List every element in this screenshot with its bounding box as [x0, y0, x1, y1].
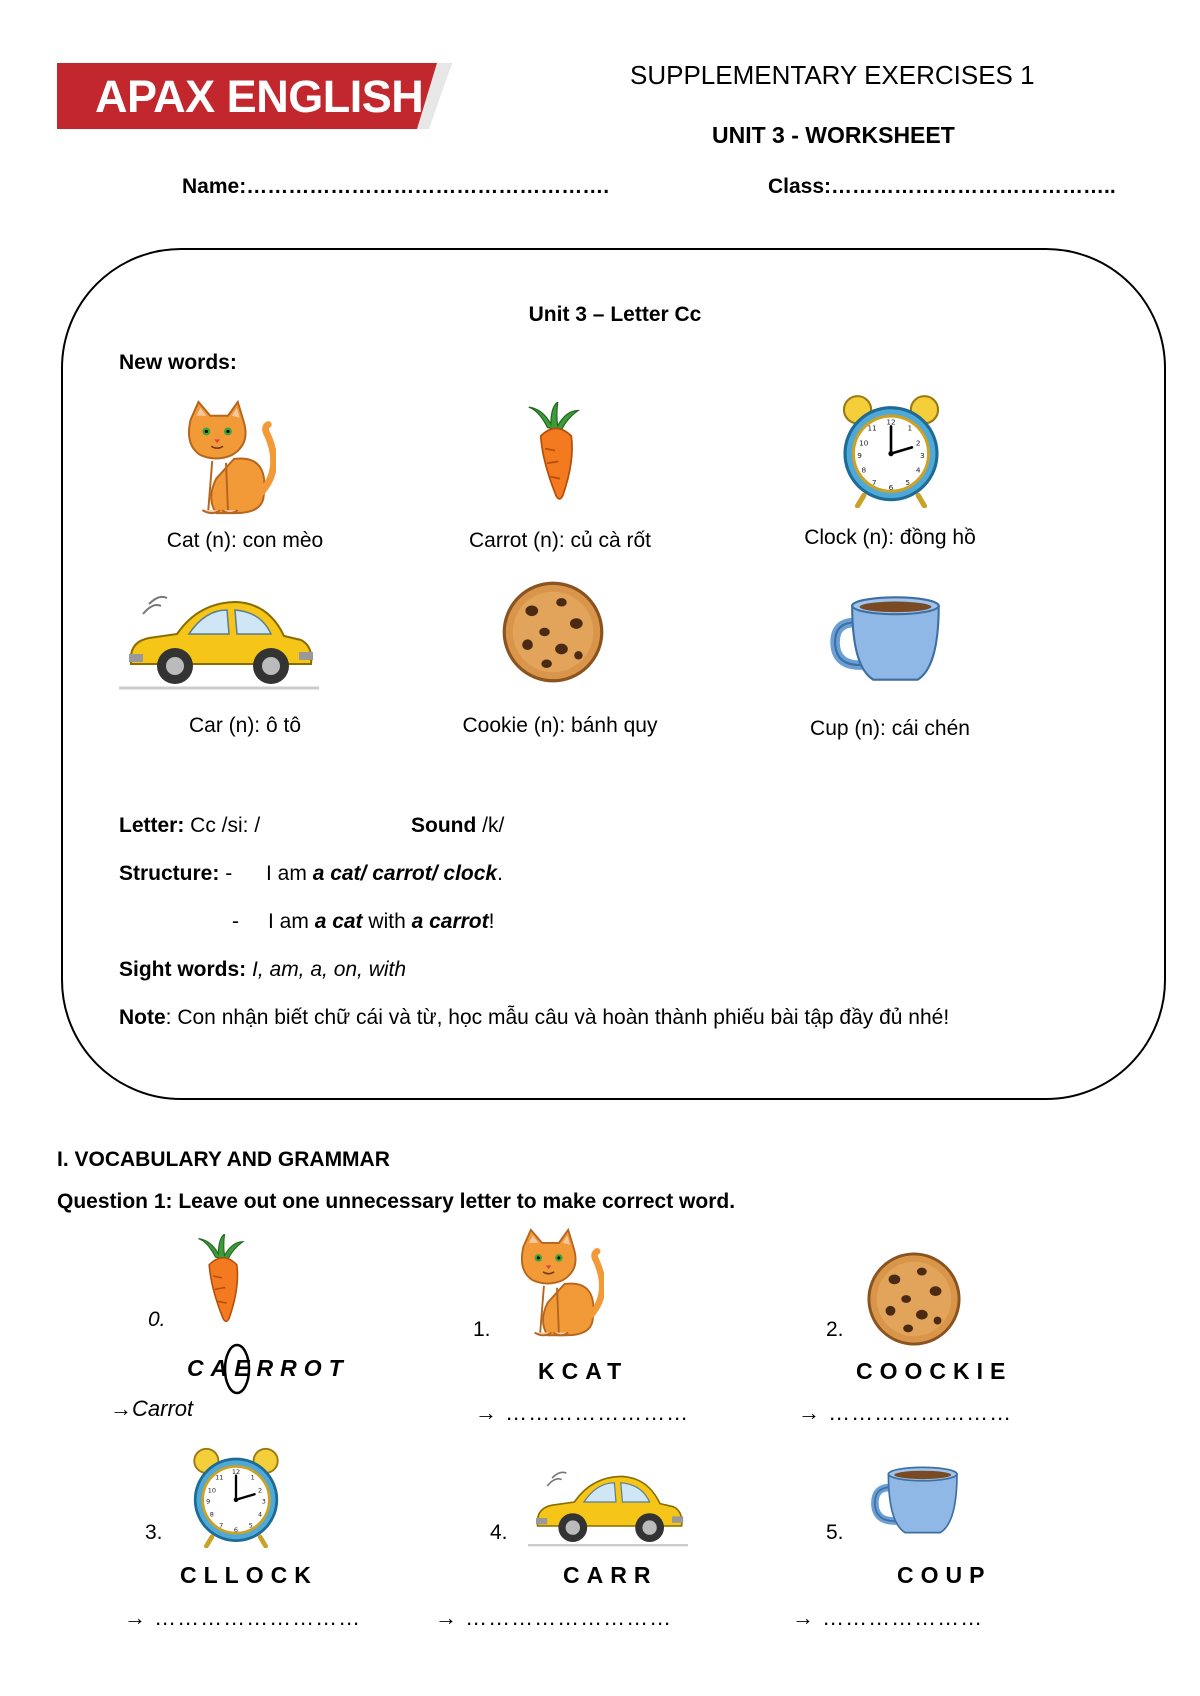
cat-icon: [176, 400, 276, 518]
apax-logo: [57, 63, 452, 129]
sound-value: /k/: [476, 814, 505, 837]
item-word-2: COOCKIE: [856, 1358, 1013, 1384]
note-label: Note: [119, 1006, 166, 1029]
clock-icon: [182, 1446, 290, 1548]
carrot-icon: [190, 1234, 256, 1326]
structure2-bold1: a cat: [314, 910, 363, 933]
letter-line: [119, 814, 260, 838]
cup-icon: [827, 591, 947, 686]
example-answer: →Carrot: [110, 1396, 194, 1421]
structure2-bold2: a carrot: [411, 910, 489, 933]
answer-line-5[interactable]: → …………………: [792, 1605, 984, 1630]
structure-label: Structure:: [119, 862, 220, 885]
answer-line-2[interactable]: → ……………………: [798, 1400, 1013, 1425]
structure-sentence-1: [266, 862, 503, 886]
structure2-plain1: I am: [268, 910, 315, 933]
item-number-1: 1.: [473, 1318, 491, 1341]
circle-mark: [222, 1342, 252, 1396]
structure-dash-1: -: [219, 862, 233, 885]
class-field: Class:…………………………………..: [768, 175, 1116, 198]
structure1-plain: I am: [266, 862, 313, 885]
letter-label: Letter:: [119, 814, 185, 837]
new-words-label: New words:: [119, 351, 237, 374]
answer-line-3[interactable]: → ………………………: [124, 1605, 362, 1630]
car-icon: [119, 584, 319, 694]
example-word: CAERROT: [187, 1355, 350, 1381]
question-1: Question 1: Leave out one unnecessary letter to make correct word.: [57, 1190, 736, 1213]
item-word-4: CARR: [563, 1562, 658, 1588]
section-heading: I. VOCABULARY AND GRAMMAR: [57, 1148, 390, 1171]
structure-dash-2: -: [232, 910, 239, 933]
word-caption-car: Car (n): ô tô: [188, 714, 302, 737]
cup-icon: [870, 1462, 962, 1538]
answer-line-1[interactable]: → ……………………: [475, 1400, 690, 1425]
structure1-bold: a cat/ carrot/ clock: [312, 862, 498, 885]
sight-words-label: Sight words:: [119, 958, 247, 981]
structure2-end: !: [488, 910, 495, 933]
word-caption-cat: Cat (n): con mèo: [166, 529, 324, 552]
word-caption-carrot: Carrot (n): củ cà rốt: [468, 529, 652, 552]
example-number: 0.: [148, 1308, 166, 1331]
item-number-2: 2.: [826, 1318, 844, 1341]
item-word-1: KCAT: [538, 1358, 629, 1384]
sound-line: [411, 814, 504, 838]
cat-icon: [510, 1228, 604, 1340]
item-word-3: CLLOCK: [180, 1562, 318, 1588]
item-number-5: 5.: [826, 1521, 844, 1544]
structure2-plain2: with: [362, 910, 412, 933]
cookie-icon: [500, 579, 606, 685]
answer-line-4[interactable]: → ………………………: [435, 1605, 673, 1630]
sight-words-value: I, am, a, on, with: [246, 958, 407, 981]
word-caption-clock: Clock (n): đồng hồ: [804, 526, 976, 549]
item-number-3: 3.: [145, 1521, 163, 1544]
worksheet-subtitle: UNIT 3 - WORKSHEET: [712, 122, 955, 148]
sound-label: Sound: [411, 814, 477, 837]
name-field: Name:…………………………………………….: [182, 175, 610, 198]
item-word-5: COUP: [897, 1562, 992, 1588]
car-icon: [528, 1462, 688, 1550]
note-value: : Con nhận biết chữ cái và từ, học mẫu câu và hoàn thành phiếu bài tập đầy đủ nhé!: [165, 1006, 950, 1029]
clock-icon: [836, 393, 946, 508]
letter-value: Cc /si: /: [184, 814, 261, 837]
note-line: [119, 1006, 949, 1030]
lesson-heading: Unit 3 – Letter Cc: [528, 303, 702, 326]
carrot-icon: [518, 402, 594, 504]
structure-sentence-2: [268, 910, 494, 934]
worksheet-title: SUPPLEMENTARY EXERCISES 1: [630, 60, 1035, 90]
cookie-icon: [865, 1250, 963, 1348]
structure-line-1: [119, 862, 232, 886]
sight-words-line: [119, 958, 406, 982]
structure1-end: .: [497, 862, 503, 885]
item-number-4: 4.: [490, 1521, 508, 1544]
word-caption-cup: Cup (n): cái chén: [810, 717, 970, 740]
word-caption-cookie: Cookie (n): bánh quy: [462, 714, 658, 737]
logo-text: APAX ENGLISH: [95, 71, 424, 122]
